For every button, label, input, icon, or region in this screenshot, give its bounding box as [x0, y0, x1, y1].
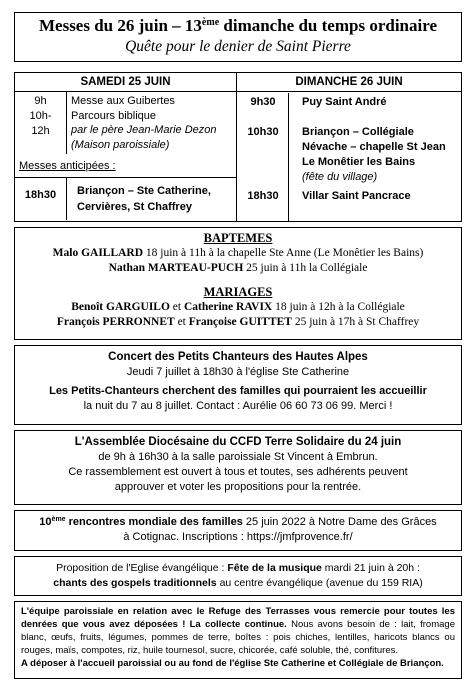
ccfd-line: de 9h à 16h30 à la salle paroissiale St Vincent à Embrun. [98, 451, 378, 463]
ccfd-line: approuver et voter les propositions pour la rentrée. [114, 481, 362, 493]
concert-date: Jeudi 7 juillet à 18h30 à l'église Ste Catherine [126, 366, 350, 378]
sacrements-box [14, 227, 462, 340]
concert-box [14, 345, 462, 425]
bulletin-header [14, 12, 462, 62]
collecte-box [14, 601, 462, 679]
familles-inscription: à Cotignac. Inscriptions : https://jmfprovence.fr/ [123, 531, 353, 543]
collecte-text: L'équipe paroissiale en relation avec le Refuge des Terrasses vous remercie pour toutes les denrées que vous avez déposées ! La collecte continue. Nous avons besoin de : lait, fromage blanc, œufs, fruits, légumes, pommes de terre, boîtes : pois chiches, lentilles, haricots blancs ou rouges, maïs, compotes, riz, huile tournesol, sucre, chicorée, café soluble, thé, confitures. [21, 606, 455, 656]
saturday-evening-time: 18h30 [15, 178, 67, 220]
baptemes-heading: BAPTEMES [203, 231, 273, 245]
ccfd-line: Ce rassemblement est ouvert à tous et toutes, ses adhérents peuvent [68, 466, 408, 478]
ccfd-title: L'Assemblée Diocésaine du CCFD Terre Solidaire du 24 juin [74, 436, 402, 448]
mariages-heading: MARIAGES [203, 285, 273, 299]
saturday-morning-events: Messe aux Guibertes Parcours biblique par le père Jean-Marie Dezon (Maison paroissiale) [71, 95, 217, 151]
bapteme-entry: Nathan MARTEAU-PUCH 25 juin à 11h la Collégiale [108, 262, 368, 274]
ccfd-box [14, 430, 462, 505]
fete-musique-box [14, 556, 462, 596]
familles-box [14, 510, 462, 551]
concert-contact: la nuit du 7 au 8 juillet. Contact : Aurélie 06 60 73 06 99. Merci ! [83, 400, 393, 412]
saturday-header: SAMEDI 25 JUIN [15, 73, 236, 92]
concert-title: Concert des Petits Chanteurs des Hautes Alpes [108, 351, 368, 363]
saturday-column [15, 73, 237, 221]
collecte-deposit: A déposer à l'accueil paroissial ou au fond de l'église Ste Catherine et Collégiale de Briançon. [21, 658, 444, 669]
bapteme-entry: Malo GAILLARD 18 juin à 11h à la chapelle Ste Anne (Le Monêtier les Bains) [52, 247, 424, 259]
saturday-morning-block [15, 92, 236, 154]
saturday-evening-block [15, 178, 236, 220]
sunday-column: DIMANCHE 26 JUIN 9h30 Puy Saint André 10h30 Briançon – Collégiale Névache – chapelle St Jean Le Monêtier les Bains (fête du village) 18h30 Villar Saint Pancrace [237, 73, 461, 221]
mass-schedule-table [14, 72, 462, 222]
mariage-entry: Benoît GARGUILO et Catherine RAVIX 18 juin à 12h à la Collégiale [71, 301, 405, 313]
musique-line: Proposition de l'Eglise évangélique : Fête de la musique mardi 21 juin à 20h : [56, 562, 420, 574]
sunday-header: DIMANCHE 26 JUIN [237, 73, 461, 92]
familles-line: 10ème rencontres mondiale des familles 25 juin 2022 à Notre Dame des Grâces [39, 516, 437, 528]
saturday-evening-places: Briançon – Ste Catherine, Cervières, St Chaffrey [77, 185, 211, 213]
page-subtitle: Quête pour le denier de Saint Pierre [125, 38, 351, 55]
page-title: Messes du 26 juin – 13ème dimanche du temps ordinaire [38, 16, 438, 35]
concert-request: Les Petits-Chanteurs cherchent des familles qui pourraient les accueillir [49, 385, 427, 397]
mariage-entry: François PERRONNET et Françoise GUITTET 25 juin à 17h à St Chaffrey [56, 316, 420, 328]
musique-line: chants des gospels traditionnels au centre évangélique (avenue du 159 RIA) [53, 577, 423, 589]
saturday-morning-times: 9h 10h- 12h [15, 92, 67, 154]
messes-anticipees-label: Messes anticipées : [15, 154, 236, 178]
